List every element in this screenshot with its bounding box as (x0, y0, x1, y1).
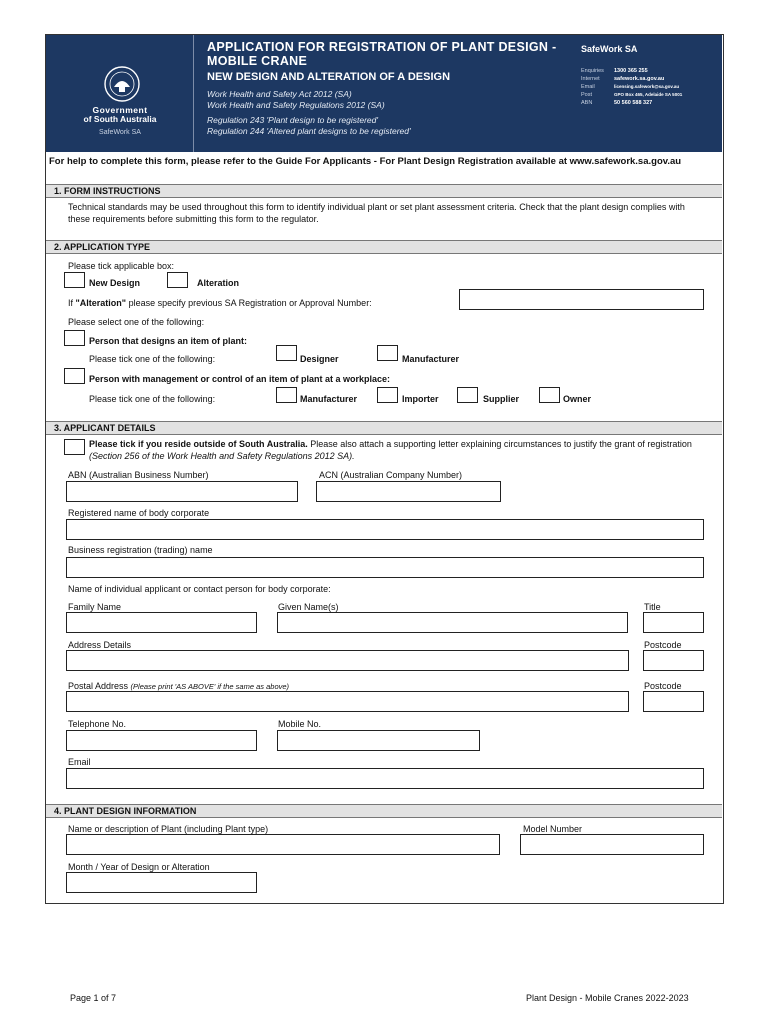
manufacturer-label: Manufacturer (402, 354, 460, 364)
form-title: APPLICATION FOR REGISTRATION OF PLANT DESIGN - MOBILE CRANE (207, 40, 557, 68)
email-value: licensing.safework@sa.gov.au (614, 84, 680, 89)
post-value: GPO Box 465, Adelaide SA 5001 (614, 92, 683, 97)
address-label: Address Details (68, 640, 132, 650)
gov-line-2: of South Australia (83, 114, 157, 124)
postal-address-label: Postal Address (Please print 'AS ABOVE' if the same as above) (68, 681, 290, 691)
select-one-label: Please select one of the following: (68, 317, 205, 327)
document-name: Plant Design - Mobile Cranes 2022-2023 (526, 993, 689, 1003)
regulation-243: Regulation 243 'Plant design to be registered' (207, 115, 379, 125)
act-reference: Work Health and Safety Act 2012 (SA) (207, 89, 352, 99)
abn-label: ABN (581, 100, 593, 106)
registered-name-label: Registered name of body corporate (68, 508, 210, 518)
form-header (46, 35, 722, 152)
owner-label: Owner (563, 394, 592, 404)
new-design-label: New Design (89, 278, 141, 288)
help-text: For help to complete this form, please refer to the Guide For Applicants - For Plant Design Registration available at www.safework.sa.gov.au (49, 156, 682, 167)
supplier-label: Supplier (483, 394, 520, 404)
post-label: Post (581, 92, 593, 98)
new-design-checkbox[interactable] (64, 272, 85, 288)
government-logo (46, 35, 194, 152)
enquiries-value: 1300 365 255 (614, 68, 648, 74)
enquiries-label: Enquiries (581, 68, 604, 74)
abn-value: 50 560 588 327 (614, 100, 653, 106)
month-year-label: Month / Year of Design or Alteration (68, 862, 210, 872)
gov-line-1: Government (92, 105, 148, 115)
section-1-heading: 1. FORM INSTRUCTIONS (46, 184, 722, 198)
internet-label: Internet (581, 76, 600, 82)
plant-name-label: Name or description of Plant (including Plant type) (68, 824, 269, 834)
outside-sa-text: Please tick if you reside outside of South Australia. Please also attach a supporting letter explaining circumstances to justify the grant of registration (Section 256 of the Work Health and Safety Regulations 2012 SA). (89, 439, 692, 461)
form-subtitle: NEW DESIGN AND ALTERATION OF A DESIGN (207, 71, 451, 83)
tick-one-label: Please tick one of the following: (89, 354, 216, 364)
address-input[interactable] (66, 650, 629, 671)
alteration-prompt: If "Alteration" please specify previous SA Registration or Approval Number: (68, 298, 372, 308)
registered-name-input[interactable] (66, 519, 704, 540)
gov-line-3: SafeWork SA (99, 129, 141, 136)
section-2-heading: 2. APPLICATION TYPE (46, 240, 722, 254)
title-input[interactable] (643, 612, 704, 633)
mobile-input[interactable] (277, 730, 480, 751)
model-number-label: Model Number (523, 824, 583, 834)
telephone-label: Telephone No. (68, 719, 127, 729)
given-name-label: Given Name(s) (278, 602, 339, 612)
postcode-label: Postcode (644, 640, 682, 650)
acn-field-label: ACN (Australian Company Number) (319, 470, 463, 480)
section-4-heading: 4. PLANT DESIGN INFORMATION (46, 804, 722, 818)
model-number-input[interactable] (520, 834, 704, 855)
previous-registration-input[interactable] (459, 289, 704, 310)
manufacturer-mgmt-checkbox[interactable] (276, 387, 297, 403)
mobile-label: Mobile No. (278, 719, 322, 729)
abn-field-label: ABN (Australian Business Number) (68, 470, 209, 480)
person-management-checkbox[interactable] (64, 368, 85, 384)
business-name-label: Business registration (trading) name (68, 545, 213, 555)
postal-postcode-input[interactable] (643, 691, 704, 712)
postcode-label-2: Postcode (644, 681, 682, 691)
family-name-input[interactable] (66, 612, 257, 633)
business-name-input[interactable] (66, 557, 704, 578)
title-label: Title (644, 602, 661, 612)
alteration-checkbox[interactable] (167, 272, 188, 288)
sa-crest-icon (102, 65, 142, 103)
telephone-input[interactable] (66, 730, 257, 751)
instructions-text: Technical standards may be used throughout this form to identify individual plant or set plant assessment criteria. Check that the plant design complies with these requirements before submitting this form to the regulator. (68, 202, 685, 224)
section-3-heading: 3. APPLICANT DETAILS (46, 421, 722, 435)
manufacturer-mgmt-label: Manufacturer (300, 394, 358, 404)
individual-name-label: Name of individual applicant or contact person for body corporate: (68, 584, 331, 594)
person-designs-checkbox[interactable] (64, 330, 85, 346)
internet-value: safework.sa.gov.au (614, 76, 665, 82)
acn-input[interactable] (316, 481, 501, 502)
importer-label: Importer (402, 394, 439, 404)
manufacturer-checkbox[interactable] (377, 345, 398, 361)
importer-checkbox[interactable] (377, 387, 398, 403)
person-designs-label: Person that designs an item of plant: (89, 336, 248, 346)
designer-label: Designer (300, 354, 339, 364)
postal-address-input[interactable] (66, 691, 629, 712)
email-label: Email (581, 84, 595, 90)
regulation-244: Regulation 244 'Altered plant designs to be registered' (207, 126, 411, 136)
person-management-label: Person with management or control of an item of plant at a workplace: (89, 374, 391, 384)
page-number: Page 1 of 7 (70, 993, 117, 1003)
outside-sa-checkbox[interactable] (64, 439, 85, 455)
regulations-reference: Work Health and Safety Regulations 2012 (SA) (207, 100, 385, 110)
brand-name: SafeWork SA (581, 44, 638, 54)
postcode-input[interactable] (643, 650, 704, 671)
tick-one-label-2: Please tick one of the following: (89, 394, 216, 404)
abn-input[interactable] (66, 481, 298, 502)
designer-checkbox[interactable] (276, 345, 297, 361)
owner-checkbox[interactable] (539, 387, 560, 403)
plant-name-input[interactable] (66, 834, 500, 855)
supplier-checkbox[interactable] (457, 387, 478, 403)
tick-applicable-label: Please tick applicable box: (68, 261, 175, 271)
alteration-label: Alteration (197, 278, 240, 288)
month-year-input[interactable] (66, 872, 257, 893)
given-name-input[interactable] (277, 612, 628, 633)
email-input[interactable] (66, 768, 704, 789)
application-form (45, 34, 724, 904)
family-name-label: Family Name (68, 602, 122, 612)
email-field-label: Email (68, 757, 91, 767)
